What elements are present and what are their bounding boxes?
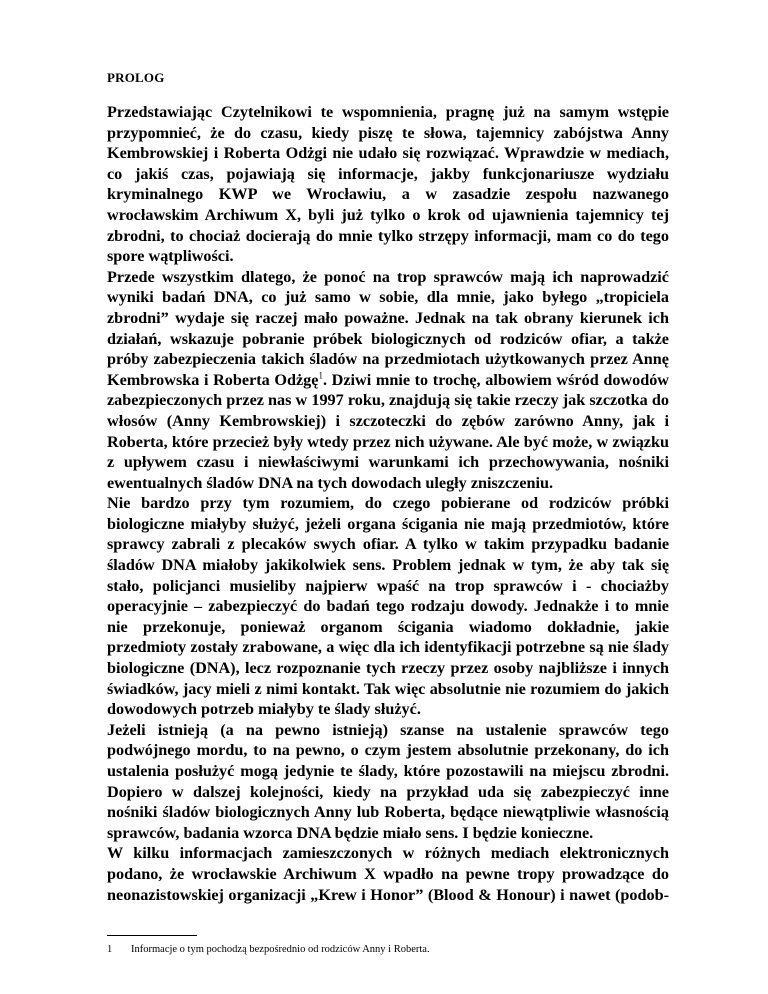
paragraph-3: Nie bardzo przy tym rozumiem, do czego pobierane od rodziców próbki biologiczne miałyby służyć, jeżeli organa ścigania nie mają przedmiotów, które sprawcy zabrali z plecaków swych ofiar. A tylko w takim przypadku badanie śladów DNA miałoby jakikolwiek sens. Problem jednak w tym, że aby tak się stało, policjanci musieliby najpierw wpaść na trop sprawców i - chociażby operacyjnie – zabezpieczyć do badań tego rodzaju dowody. Jednakże i to mnie nie przekonuje, ponieważ organom ścigania wiadomo dokładnie, jakie przedmioty zostały zrabowane, a więc dla ich identyfikacji potrzebne są nie ślady biologiczne (DNA), lecz rozpoznanie tych rzeczy przez osoby najbliższe i innych świadków, jacy mieli z nimi kontakt. Tak więc absolutnie nie rozumiem do jakich dowodowych potrzeb miałyby te ślady służyć. <box>107 494 669 719</box>
body-text <box>107 102 669 905</box>
paragraph-2 <box>107 267 669 494</box>
footnote-reference[interactable]: 1 <box>318 370 323 381</box>
footnote <box>107 944 430 955</box>
footnote-divider <box>107 935 197 936</box>
paragraph-5: W kilku informacjach zamieszczonych w różnych mediach elektronicznych podano, że wrocławskie Archiwum X wpadło na pewne tropy prowadzące do neonazistowskiej organizacji „Krew i Honor” (Blood & Honour) i nawet (podob- <box>107 844 669 904</box>
footnote-number: 1 <box>107 944 113 955</box>
paragraph-1: Przedstawiając Czytelnikowi te wspomnienia, pragnę już na samym wstępie przypomnieć, że do czasu, kiedy piszę te słowa, tajemnicy zabójstwa Anny Kembrowskiej i Roberta Odżgi nie udało się rozwiązać. Wprawdzie w mediach, co jakiś czas, pojawiają się informacje, jakby funkcjonariusze wydziału kryminalnego KWP we Wrocławiu, a w zasadzie zespołu nazwanego wrocławskim Archiwum X, byli już tylko o krok od ujawnienia tajemnicy tej zbrodni, to chociaż docierają do mnie tylko strzępy informacji, mam co do tego spore wątpliwości. <box>107 103 669 266</box>
paragraph-2-text: Przede wszystkim dlatego, że ponoć na trop sprawców mają ich naprowadzić wyniki badań DNA, co już samo w sobie, dla mnie, jako byłego „tropiciela zbrodni” wydaje się raczej mało poważne. Jednak na tak obrany kierunek ich działań, wskazuje pobranie próbek biologicznych od rodziców ofiar, a także próby zabezpieczenia takich śladów na przedmiotach użytkowanych przez Annę Kembrowska i Roberta Odżgę <box>107 267 669 389</box>
paragraph-2-continuation: . Dziwi mnie to trochę, albowiem wśród dowodów zabezpieczonych przez nas w 1997 roku, znajdują się takie rzeczy jak szczotka do włosów (Anny Kembrowskiej) i szczoteczki do zębów zarówno Anny, jak i Roberta, które przecież były wtedy przez nich używane. Ale być może, w związku z upływem czasu i niewłaściwymi warunkami ich przechowywania, nośniki ewentualnych śladów DNA na tych dowodach uległy zniszczeniu. <box>107 370 670 492</box>
paragraph-4: Jeżeli istnieją (a na pewno istnieją) szanse na ustalenie sprawców tego podwójnego mordu, to na pewno, o czym jestem absolutnie przekonany, do ich ustalenia posłużyć mogą jedynie te ślady, które pozostawili na miejscu zbrodni. Dopiero w dalszej kolejności, kiedy na przykład uda się zabezpieczyć inne nośniki śladów biologicznych Anny lub Roberta, będące niewątpliwie własnością sprawców, badania wzorca DNA będzie miało sens. I będzie konieczne. <box>107 720 669 842</box>
footnote-text: Informacje o tym pochodzą bezpośrednio od rodziców Anny i Roberta. <box>131 944 430 955</box>
chapter-heading: PROLOG <box>107 70 165 85</box>
